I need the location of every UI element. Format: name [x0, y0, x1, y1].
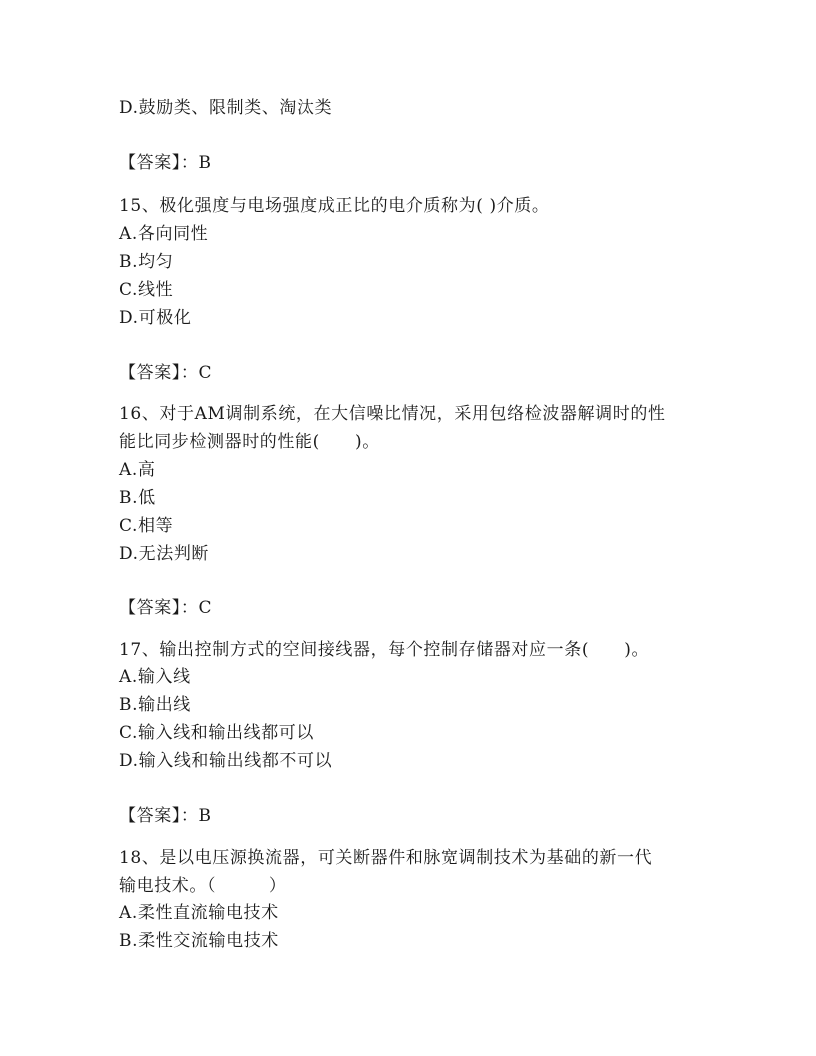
question-16-line-1: 16、对于AM调制系统，在大信噪比情况，采用包络检波器解调时的性: [119, 404, 666, 424]
answer-q16: 【答案】：C: [119, 598, 213, 618]
option-b-q15: B.均匀: [119, 252, 174, 272]
option-a-q15: A.各向同性: [119, 224, 209, 244]
question-16-line-2: 能比同步检测器时的性能( )。: [119, 432, 380, 452]
option-d-q15: D.可极化: [119, 308, 192, 328]
option-d-q14: D.鼓励类、限制类、淘汰类: [119, 98, 333, 118]
option-c-q16: C.相等: [119, 516, 174, 536]
option-a-q18: A.柔性直流输电技术: [119, 903, 279, 923]
answer-q15: 【答案】：C: [119, 363, 213, 383]
question-18-line-1: 18、是以电压源换流器，可关断器件和脉宽调制技术为基础的新一代: [119, 848, 653, 868]
option-a-q17: A.输入线: [119, 667, 191, 687]
option-c-q17: C.输入线和输出线都可以: [119, 723, 315, 743]
option-a-q16: A.高: [119, 460, 156, 480]
option-b-q18: B.柔性交流输电技术: [119, 931, 279, 951]
answer-q14: 【答案】：B: [119, 153, 212, 173]
question-15: 15、极化强度与电场强度成正比的电介质称为( )介质。: [119, 196, 550, 216]
option-c-q15: C.线性: [119, 280, 174, 300]
option-b-q16: B.低: [119, 488, 156, 508]
option-d-q16: D.无法判断: [119, 544, 210, 564]
question-18-line-2: 输电技术。（ ）: [119, 876, 287, 896]
option-b-q17: B.输出线: [119, 695, 191, 715]
option-d-q17: D.输入线和输出线都不可以: [119, 751, 333, 771]
question-17: 17、输出控制方式的空间接线器，每个控制存储器对应一条( )。: [119, 640, 650, 660]
answer-q17: 【答案】：B: [119, 806, 212, 826]
